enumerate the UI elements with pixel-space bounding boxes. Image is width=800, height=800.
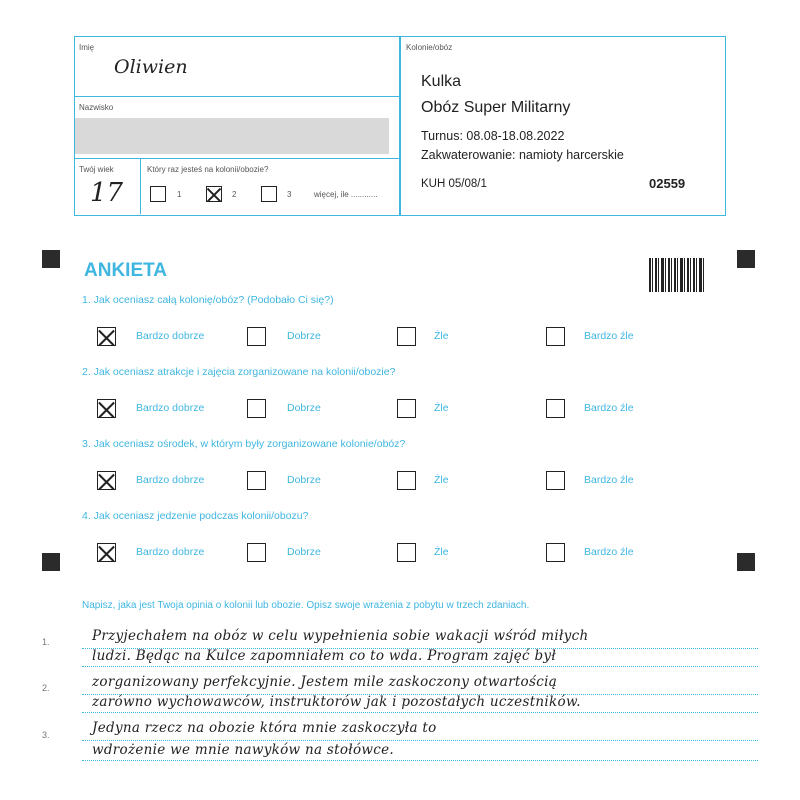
line-number: 2.: [42, 683, 50, 693]
rating-checkbox[interactable]: [97, 327, 116, 346]
rating-option-label: Bardzo źle: [584, 330, 634, 342]
zakwaterowanie-text: Zakwaterowanie: namioty harcerskie: [421, 148, 624, 162]
handwritten-line[interactable]: wdrożenie we mnie nawyków na stołówce.: [92, 742, 394, 758]
rating-checkbox[interactable]: [546, 327, 565, 346]
divider: [74, 158, 400, 159]
turnus-text: Turnus: 08.08-18.08.2022: [421, 129, 565, 143]
question-text: 3. Jak oceniasz ośrodek, w którym były zorganizowane kolonie/obóz?: [82, 438, 406, 450]
divider: [140, 158, 141, 214]
handwritten-line[interactable]: zorganizowany perfekcyjnie. Jestem mile zaskoczony otwartością: [92, 674, 558, 690]
camp-code: KUH 05/08/1: [421, 178, 487, 190]
redacted-surname: [75, 118, 389, 154]
registration-marker: [42, 553, 60, 571]
nazwisko-label: Nazwisko: [79, 103, 114, 112]
opinion-prompt: Napisz, jaka jest Twoja opinia o kolonii lub obozie. Opisz swoje wrażenia z pobytu w trzech zdaniach.: [82, 600, 530, 611]
rating-option-label: Bardzo źle: [584, 546, 634, 558]
rating-checkbox[interactable]: [397, 471, 416, 490]
camp-name: Kulka: [421, 73, 462, 90]
rating-option-label: Źle: [434, 330, 449, 342]
rating-option-label: Źle: [434, 474, 449, 486]
rating-option-label: Bardzo dobrze: [136, 402, 205, 414]
rating-option-label: Dobrze: [287, 546, 321, 558]
imie-label: Imię: [79, 43, 95, 52]
imie-value[interactable]: Oliwien: [114, 56, 188, 78]
divider: [74, 96, 400, 97]
camp-title: Obóz Super Militarny: [421, 99, 571, 116]
rating-option-label: Bardzo dobrze: [136, 330, 205, 342]
ktory-raz-label: Który raz jesteś na kolonii/obozie?: [147, 165, 269, 174]
rating-checkbox[interactable]: [397, 399, 416, 418]
rating-checkbox[interactable]: [97, 471, 116, 490]
camp-label: Kolonie/obóz: [406, 43, 453, 52]
visit-3-label: 3: [287, 190, 292, 199]
question-text: 1. Jak oceniasz całą kolonię/obóz? (Podobało Ci się?): [82, 294, 334, 306]
question-text: 2. Jak oceniasz atrakcje i zajęcia zorganizowane na kolonii/obozie?: [82, 366, 396, 378]
visit-2-checkbox[interactable]: [206, 186, 222, 202]
rating-checkbox[interactable]: [247, 543, 266, 562]
rating-option-label: Dobrze: [287, 330, 321, 342]
rating-checkbox[interactable]: [546, 543, 565, 562]
rating-checkbox[interactable]: [397, 543, 416, 562]
rating-checkbox[interactable]: [546, 399, 565, 418]
rating-checkbox[interactable]: [97, 399, 116, 418]
question-text: 4. Jak oceniasz jedzenie podczas kolonii/obozu?: [82, 510, 309, 522]
rating-checkbox[interactable]: [247, 471, 266, 490]
visit-2-label: 2: [232, 190, 237, 199]
handwritten-line[interactable]: zarówno wychowawców, instruktorów jak i pozostałych uczestników.: [92, 694, 581, 710]
rating-option-label: Dobrze: [287, 474, 321, 486]
registration-marker: [737, 250, 755, 268]
answer-line: [82, 740, 758, 741]
registration-marker: [42, 250, 60, 268]
handwritten-line[interactable]: ludzi. Będąc na Kulce zapomniałem co to wda. Program zajęć był: [92, 648, 557, 664]
survey-title: ANKIETA: [84, 260, 168, 281]
rating-option-label: Bardzo źle: [584, 474, 634, 486]
form-number: 02559: [649, 176, 686, 191]
rating-option-label: Źle: [434, 546, 449, 558]
rating-option-label: Bardzo źle: [584, 402, 634, 414]
rating-checkbox[interactable]: [97, 543, 116, 562]
wiek-label: Twój wiek: [79, 165, 114, 174]
answer-line: [82, 666, 758, 667]
visit-1-label: 1: [177, 190, 182, 199]
rating-option-label: Bardzo dobrze: [136, 474, 205, 486]
registration-marker: [737, 553, 755, 571]
rating-option-label: Dobrze: [287, 402, 321, 414]
rating-checkbox[interactable]: [546, 471, 565, 490]
rating-option-label: Źle: [434, 402, 449, 414]
rating-checkbox[interactable]: [397, 327, 416, 346]
visit-1-checkbox[interactable]: [150, 186, 166, 202]
handwritten-line[interactable]: Przyjechałem na obóz w celu wypełnienia sobie wakacji wśród miłych: [92, 628, 589, 644]
visit-3-checkbox[interactable]: [261, 186, 277, 202]
line-number: 3.: [42, 730, 50, 740]
wiek-value[interactable]: 17: [90, 178, 124, 208]
line-number: 1.: [42, 637, 50, 647]
handwritten-line[interactable]: Jedyna rzecz na obozie która mnie zaskoczyła to: [92, 720, 437, 736]
wiecej-label: więcej, ile ............: [314, 190, 378, 199]
rating-checkbox[interactable]: [247, 327, 266, 346]
answer-line: [82, 712, 758, 713]
rating-option-label: Bardzo dobrze: [136, 546, 205, 558]
rating-checkbox[interactable]: [247, 399, 266, 418]
answer-line: [82, 760, 758, 761]
barcode-icon: [649, 258, 704, 292]
